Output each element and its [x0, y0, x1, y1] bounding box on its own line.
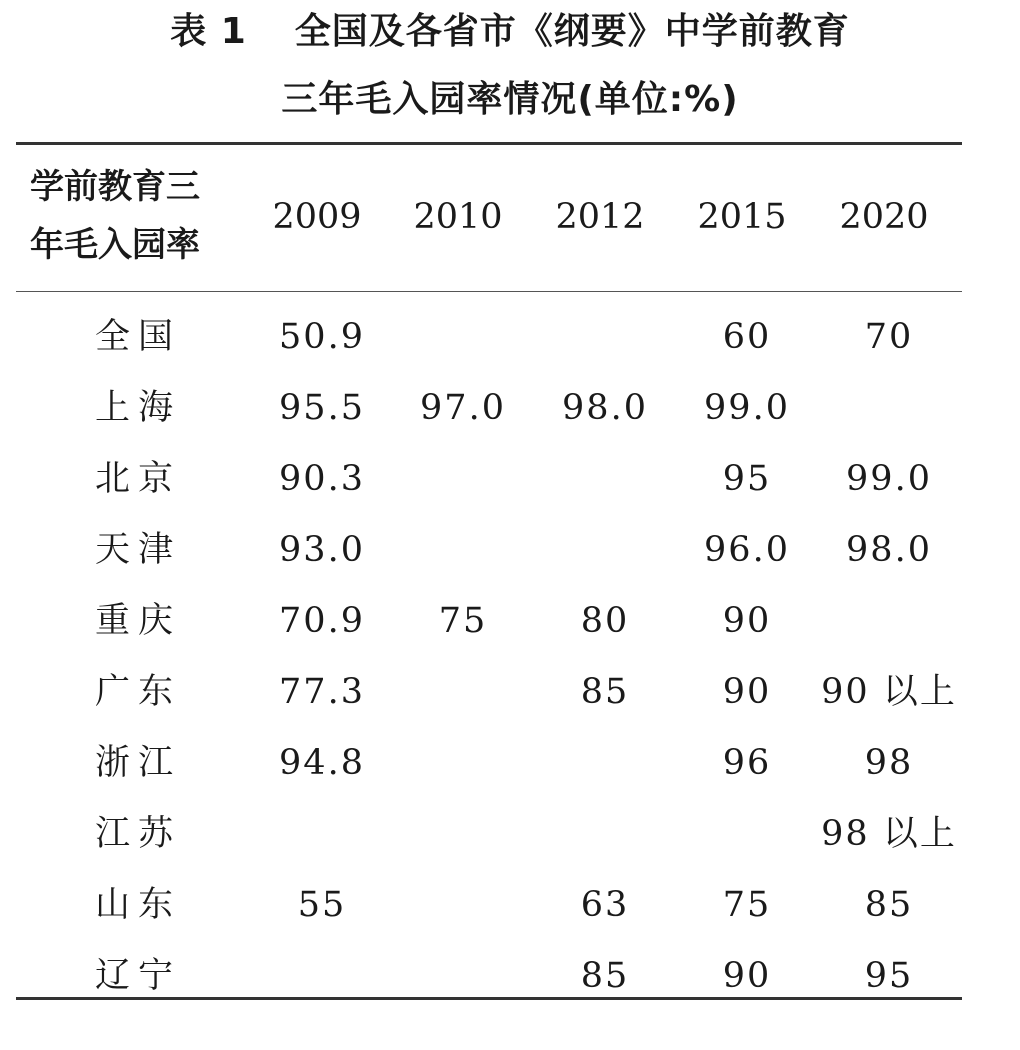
table-cell: 98.0 [562, 388, 648, 428]
table-cell: 90.3 [279, 459, 365, 499]
table-caption-line2: 三年毛入园率情况(单位:%) [281, 79, 739, 120]
table-cell: 85 [580, 956, 630, 996]
table-cell: 96 [722, 743, 772, 783]
table-cell: 98 [864, 743, 914, 783]
column-header-year: 2015 [697, 197, 787, 237]
region-name: 辽宁 [95, 956, 182, 996]
table-cell: 95 [722, 459, 772, 499]
table-caption-line1 [0, 10, 1020, 54]
table-row [0, 445, 1020, 515]
column-header-year: 2020 [839, 197, 929, 237]
table-cell: 75 [722, 885, 772, 925]
bottom-rule [16, 997, 962, 1000]
table-cell: 50.9 [279, 317, 365, 357]
table-row [0, 729, 1020, 799]
table-cell: 55 [297, 885, 347, 925]
table-row [0, 516, 1020, 586]
table-cell: 85 [580, 672, 630, 712]
table-cell: 77.3 [279, 672, 365, 712]
table-cell: 70.9 [279, 601, 365, 641]
table-cell: 97.0 [420, 388, 506, 428]
table-cell: 70 [864, 317, 914, 357]
table-title: 全国及各省市《纲要》中学前教育 [294, 11, 850, 52]
table-cell: 96.0 [704, 530, 790, 570]
top-rule [16, 142, 962, 145]
table-row [0, 303, 1020, 373]
table-row [0, 374, 1020, 444]
table-cell: 99.0 [846, 459, 932, 499]
table-row [0, 871, 1020, 941]
header-row-label [30, 158, 245, 274]
table-cell: 99.0 [704, 388, 790, 428]
table-cell: 95.5 [279, 388, 365, 428]
table-cell: 93.0 [279, 530, 365, 570]
table-cell: 63 [580, 885, 630, 925]
table-cell: 85 [864, 885, 914, 925]
table-cell: 95 [864, 956, 914, 996]
table-cell: 80 [580, 601, 630, 641]
region-name: 山东 [95, 885, 182, 925]
table-row [0, 800, 1020, 870]
region-name: 浙江 [95, 743, 182, 783]
table-cell: 75 [438, 601, 488, 641]
header-label-line1: 学前教育三 [30, 167, 200, 207]
region-name: 广东 [95, 672, 182, 712]
region-name: 天津 [95, 530, 182, 570]
table-number: 表 1 [170, 11, 247, 52]
region-name: 江苏 [95, 814, 182, 854]
table-cell: 94.8 [279, 743, 365, 783]
region-name: 上海 [95, 388, 182, 428]
table-cell: 90 [722, 601, 772, 641]
table-row [0, 942, 1020, 1012]
region-name: 北京 [95, 459, 182, 499]
table-cell: 60 [722, 317, 772, 357]
column-header-year: 2010 [413, 197, 503, 237]
table-row [0, 587, 1020, 657]
table-cell: 90 以上 [821, 672, 957, 712]
table-cell: 90 [722, 672, 772, 712]
table-row [0, 658, 1020, 728]
column-header-year: 2012 [555, 197, 645, 237]
header-rule [16, 291, 962, 292]
table-cell: 98 以上 [821, 814, 957, 854]
region-name: 重庆 [95, 601, 182, 641]
table-cell: 98.0 [846, 530, 932, 570]
table-cell: 90 [722, 956, 772, 996]
region-name: 全国 [95, 317, 182, 357]
column-header-year: 2009 [272, 197, 362, 237]
header-label-line2: 年毛入园率 [30, 225, 200, 265]
